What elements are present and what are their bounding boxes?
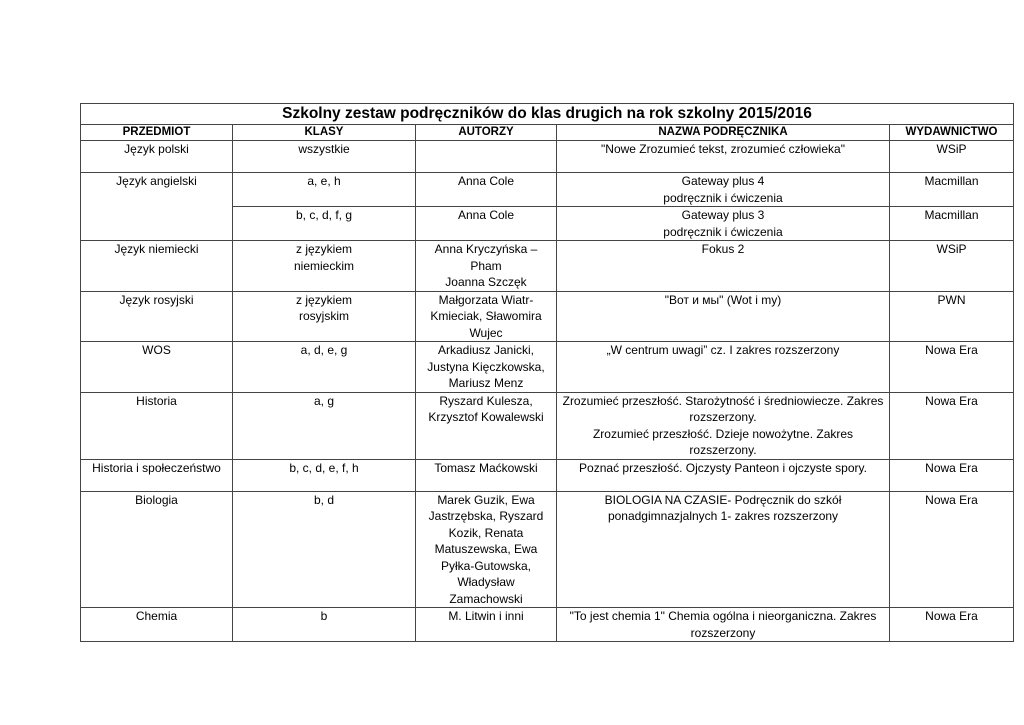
table-row: [81, 491, 1014, 608]
publisher-cell: Macmillan: [890, 207, 1014, 241]
subject-cell: Biologia: [81, 491, 233, 608]
header-row: [81, 125, 1014, 141]
book-cell: Zrozumieć przeszłość. Starożytność i średniowiecze. Zakres rozszerzony. Zrozumieć przeszłość. Dzieje nowożytne. Zakres rozszerzony.: [557, 392, 890, 459]
table-row: [81, 608, 1014, 642]
subject-cell: Historia: [81, 392, 233, 459]
classes-cell: wszystkie: [233, 141, 416, 173]
subject-cell: WOS: [81, 342, 233, 393]
publisher-cell: Nowa Era: [890, 459, 1014, 491]
publisher-cell: Nowa Era: [890, 491, 1014, 608]
classes-cell: b, d: [233, 491, 416, 608]
table-row: [81, 173, 1014, 207]
subject-cell: Historia i społeczeństwo: [81, 459, 233, 491]
column-header-book: NAZWA PODRĘCZNIKA: [557, 125, 890, 141]
authors-cell: Tomasz Maćkowski: [416, 459, 557, 491]
book-cell: Poznać przeszłość. Ojczysty Panteon i ojczyste spory.: [557, 459, 890, 491]
classes-cell: a, g: [233, 392, 416, 459]
column-header-classes: KLASY: [233, 125, 416, 141]
book-cell: Gateway plus 3 podręcznik i ćwiczenia: [557, 207, 890, 241]
table-row: [81, 342, 1014, 393]
table-row: [81, 291, 1014, 342]
publisher-cell: Nowa Era: [890, 392, 1014, 459]
classes-cell: z językiem niemieckim: [233, 241, 416, 292]
authors-cell: Arkadiusz Janicki, Justyna Kięczkowska, Mariusz Menz: [416, 342, 557, 393]
column-header-authors: AUTORZY: [416, 125, 557, 141]
document-title: Szkolny zestaw podręczników do klas drugich na rok szkolny 2015/2016: [81, 104, 1014, 125]
authors-cell: Anna Cole: [416, 173, 557, 207]
column-header-publisher: WYDAWNICTWO: [890, 125, 1014, 141]
classes-cell: b: [233, 608, 416, 642]
authors-cell: Marek Guzik, Ewa Jastrzębska, Ryszard Kozik, Renata Matuszewska, Ewa Pyłka-Gutowska, Władysław Zamachowski: [416, 491, 557, 608]
subject-cell: Język polski: [81, 141, 233, 173]
authors-cell: M. Litwin i inni: [416, 608, 557, 642]
classes-cell: b, c, d, f, g: [233, 207, 416, 241]
subject-cell: Język angielski: [81, 173, 233, 241]
book-cell: "Nowe Zrozumieć tekst, zrozumieć człowieka": [557, 141, 890, 173]
authors-cell: Ryszard Kulesza, Krzysztof Kowalewski: [416, 392, 557, 459]
textbook-table: [80, 103, 1014, 642]
publisher-cell: Nowa Era: [890, 608, 1014, 642]
book-cell: "Вот и мы" (Wot i my): [557, 291, 890, 342]
book-cell: Fokus 2: [557, 241, 890, 292]
classes-cell: b, c, d, e, f, h: [233, 459, 416, 491]
subject-cell: Chemia: [81, 608, 233, 642]
authors-cell: Anna Kryczyńska – Pham Joanna Szczęk: [416, 241, 557, 292]
publisher-cell: PWN: [890, 291, 1014, 342]
subject-cell: Język niemiecki: [81, 241, 233, 292]
publisher-cell: WSiP: [890, 141, 1014, 173]
book-cell: "To jest chemia 1" Chemia ogólna i nieorganiczna. Zakres rozszerzony: [557, 608, 890, 642]
table-row: [81, 241, 1014, 292]
table-row: [81, 141, 1014, 173]
publisher-cell: Nowa Era: [890, 342, 1014, 393]
authors-cell: [416, 141, 557, 173]
publisher-cell: Macmillan: [890, 173, 1014, 207]
classes-cell: z językiem rosyjskim: [233, 291, 416, 342]
classes-cell: a, d, e, g: [233, 342, 416, 393]
title-row: [81, 104, 1014, 125]
publisher-cell: WSiP: [890, 241, 1014, 292]
classes-cell: a, e, h: [233, 173, 416, 207]
column-header-subject: PRZEDMIOT: [81, 125, 233, 141]
subject-cell: Język rosyjski: [81, 291, 233, 342]
table-row: [81, 459, 1014, 491]
book-cell: BIOLOGIA NA CZASIE- Podręcznik do szkół ponadgimnazjalnych 1- zakres rozszerzony: [557, 491, 890, 608]
authors-cell: Małgorzata Wiatr- Kmieciak, Sławomira Wujec: [416, 291, 557, 342]
table-row: [81, 392, 1014, 459]
book-cell: Gateway plus 4 podręcznik i ćwiczenia: [557, 173, 890, 207]
book-cell: „W centrum uwagi” cz. I zakres rozszerzony: [557, 342, 890, 393]
authors-cell: Anna Cole: [416, 207, 557, 241]
